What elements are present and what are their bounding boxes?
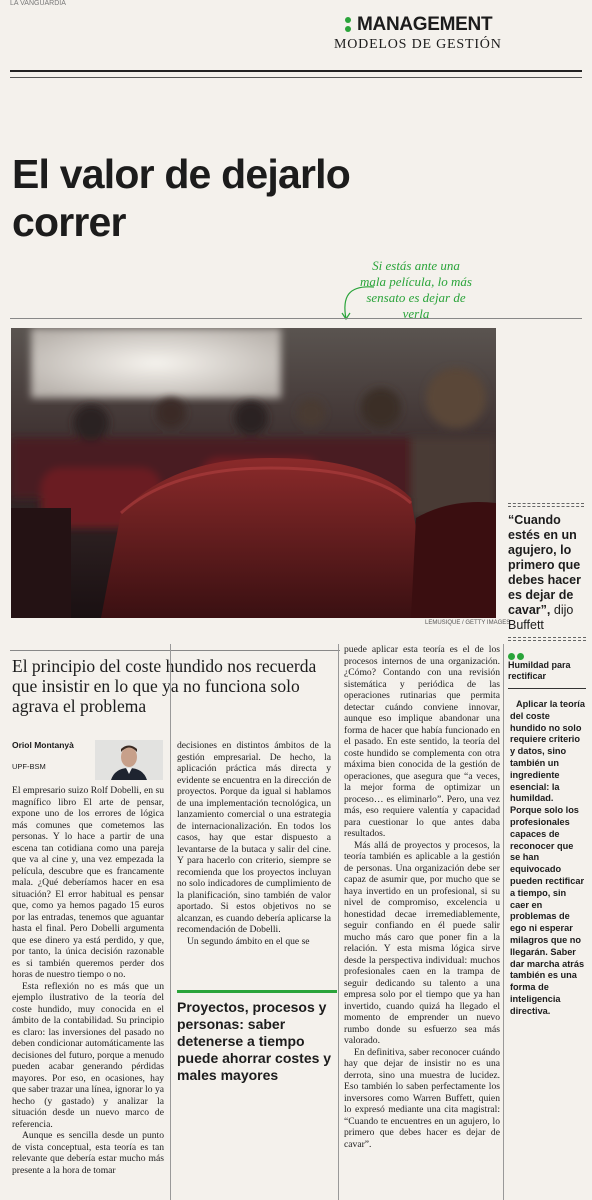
page-top-strip: LA VANGUARDIA <box>10 0 66 7</box>
dashed-rule <box>508 503 584 507</box>
article-subhead: El principio del coste hundido nos recuerda que insistir en lo que ya no funciona solo agrava el problema <box>12 656 317 716</box>
sidebar-box <box>508 637 586 1018</box>
divider <box>10 318 582 319</box>
dashed-rule <box>508 637 586 641</box>
cinema-seats-image <box>11 328 496 618</box>
author-affiliation: UPF-BSM <box>12 762 46 771</box>
body-paragraph: decisiones en distintos ámbitos de la gestión empresarial. De hecho, la aplicación práctica más directa y evidente se encuentra en la dirección de proyectos. Porque da igual si hablamos de una implementación tecnológica, un lanzamiento comercial o una estrategia de internacionalización. En todos los casos, hay que estar dispuesto a levantarse de la butaca y salir del cine. Y para hacerlo con criterio, siempre se recomienda que los proyectos incluyan no solo indicadores de cumplimiento de la planificación, sino también de valor aportado. Si estos objetivos no se alcanzan, es cuando debería aplicarse la recomendación de Dobelli. <box>177 740 331 935</box>
article-column-3 <box>344 644 500 1195</box>
pull-quote: Proyectos, procesos y personas: saber detenerse a tiempo puede ahorrar costes y males mayores <box>177 990 337 1084</box>
subsection-name: MODELOS DE GESTIÓN <box>334 37 502 52</box>
sidebar-quote-attribution: dijo Buffett <box>508 603 574 632</box>
article-column-2 <box>177 740 331 984</box>
section-name: MANAGEMENT <box>357 14 493 35</box>
sidebar-quote-text: “Cuando estés en un agujero, lo primero que debes hacer es dejar de cavar”, <box>508 513 581 617</box>
green-dots-icon <box>508 647 586 656</box>
author-name: Oriol Montanyà <box>12 740 74 750</box>
body-paragraph: puede aplicar esta teoría es el de los procesos internos de una organización. ¿Cómo? Contando con una revisión sistemática y periódica de las operaciones rutinarias que permita detectar cuándo conviene innovar, aunque eso implique abandonar una forma de hacer que había funcionado en el pasado. En este sentido, la teoría del coste hundido se complementa con otra máxima bien conocida de la gestión de operaciones, que asegura que “a veces, la mejor forma de optimizar un proceso… es eliminarlo”. Pero, una vez más, eso requiere valentía y capacidad para cuestionar lo que antes daba resultados. <box>344 644 500 839</box>
body-paragraph: El empresario suizo Rolf Dobelli, en su magnífico libro El arte de pensar, expone uno de los errores de lógica más comunes que cometemos las personas. Y lo hace a partir de una escena tan cotidiana como una pareja que va al cine y, una vez empezada la película, descubre que es francamente mala. ¿Qué deberíamos hacer en esa situación? El error habitual es pensar que, como ya hemos pagado 15 euros por las entradas, tenemos que aguantar hasta el final. Pero Dobelli argumenta que ese dinero ya está perdido, y que, por tanto, la única decisión razonable es si también queremos perder dos horas de nuestro tiempo o no. <box>12 785 164 980</box>
body-paragraph: En definitiva, saber reconocer cuándo hay que dejar de insistir no es una derrota, sino una muestra de lucidez. Eso también lo saben perfectamente los inversores como Warren Buffett, quien lo expresó mediante una cita magistral: “Cuando te encuentres en un agujero, lo primero que debes hacer es dejar de cavar”. <box>344 1046 500 1150</box>
divider <box>10 650 340 651</box>
body-paragraph: Esta reflexión no es más que un ejemplo ilustrativo de la teoría del coste hundido, muy conocida en el ámbito de la contabilidad. Su principio es claro: las inversiones del pasado no deben condicionar automáticamente las decisiones del futuro, porque a menudo pueden acabar generando pérdidas mayores. Por eso, en ocasiones, hay que saber trazar una línea, ignorar lo ya hecho (y gastado) y analizar la situación desde un nuevo marco de referencia. <box>12 980 164 1130</box>
article-title: El valor de dejarlo correr <box>12 151 350 245</box>
cinema-photo <box>11 328 496 618</box>
photo-credit: LEMUSIQUE / GETTY IMAGES <box>425 620 511 626</box>
sidebar-quote-box <box>508 503 584 633</box>
header-rule-thin <box>10 77 582 78</box>
tagline-quote: Si estás ante una mala película, lo más sensato es dejar de verla <box>360 258 472 321</box>
author-portrait <box>95 740 163 780</box>
header-rule <box>10 70 582 72</box>
column-separator <box>338 644 339 1200</box>
column-separator <box>170 644 171 1200</box>
section-header <box>345 14 492 36</box>
sidebar-quote <box>508 513 584 633</box>
sidebar-box-heading: Humildad para rectificar <box>508 660 586 689</box>
column-separator <box>503 644 504 1200</box>
sidebar-box-body: Aplicar la teoría del coste hundido no solo requiere criterio y datos, sino también un ingrediente esencial: la humildad. Porque solo los profesionales capaces de reconocer que se han equivocado pueden rectificar a tiempo, sin caer en problemas de ego ni esperar milagros que no llegarán. Saber dar marcha atrás también es una forma de inteligencia directiva. <box>510 699 585 1016</box>
body-paragraph: Un segundo ámbito en el que se <box>187 935 310 947</box>
article-column-1 <box>12 785 164 1195</box>
section-dots-icon <box>345 17 352 35</box>
body-paragraph: Más allá de proyectos y procesos, la teoría también es aplicable a la gestión de personas. Una organización debe ser capaz de asumir que, por mucho que se haya invertido en un profesional, si su nivel de compromiso, excelencia u honestidad decae irremediablemente, seguir confiando en él puede salir mucho más caro que poner fin a la relación. Y esta misma lógica sirve desde la perspectiva individual: muchos profesionales caen en la trampa de seguir dedicando su talento a una empresa solo por el tiempo que ya han invertido, cuando quizá ha llegado el momento de emprender un nuevo rumbo donde su esfuerzo sea más valorado. <box>344 839 500 1046</box>
curved-arrow-icon <box>338 283 378 323</box>
body-paragraph: Aunque es sencilla desde un punto de vista conceptual, esta teoría es tan relevante que debería estar mucho más presente a la hora de tomar <box>12 1130 164 1176</box>
